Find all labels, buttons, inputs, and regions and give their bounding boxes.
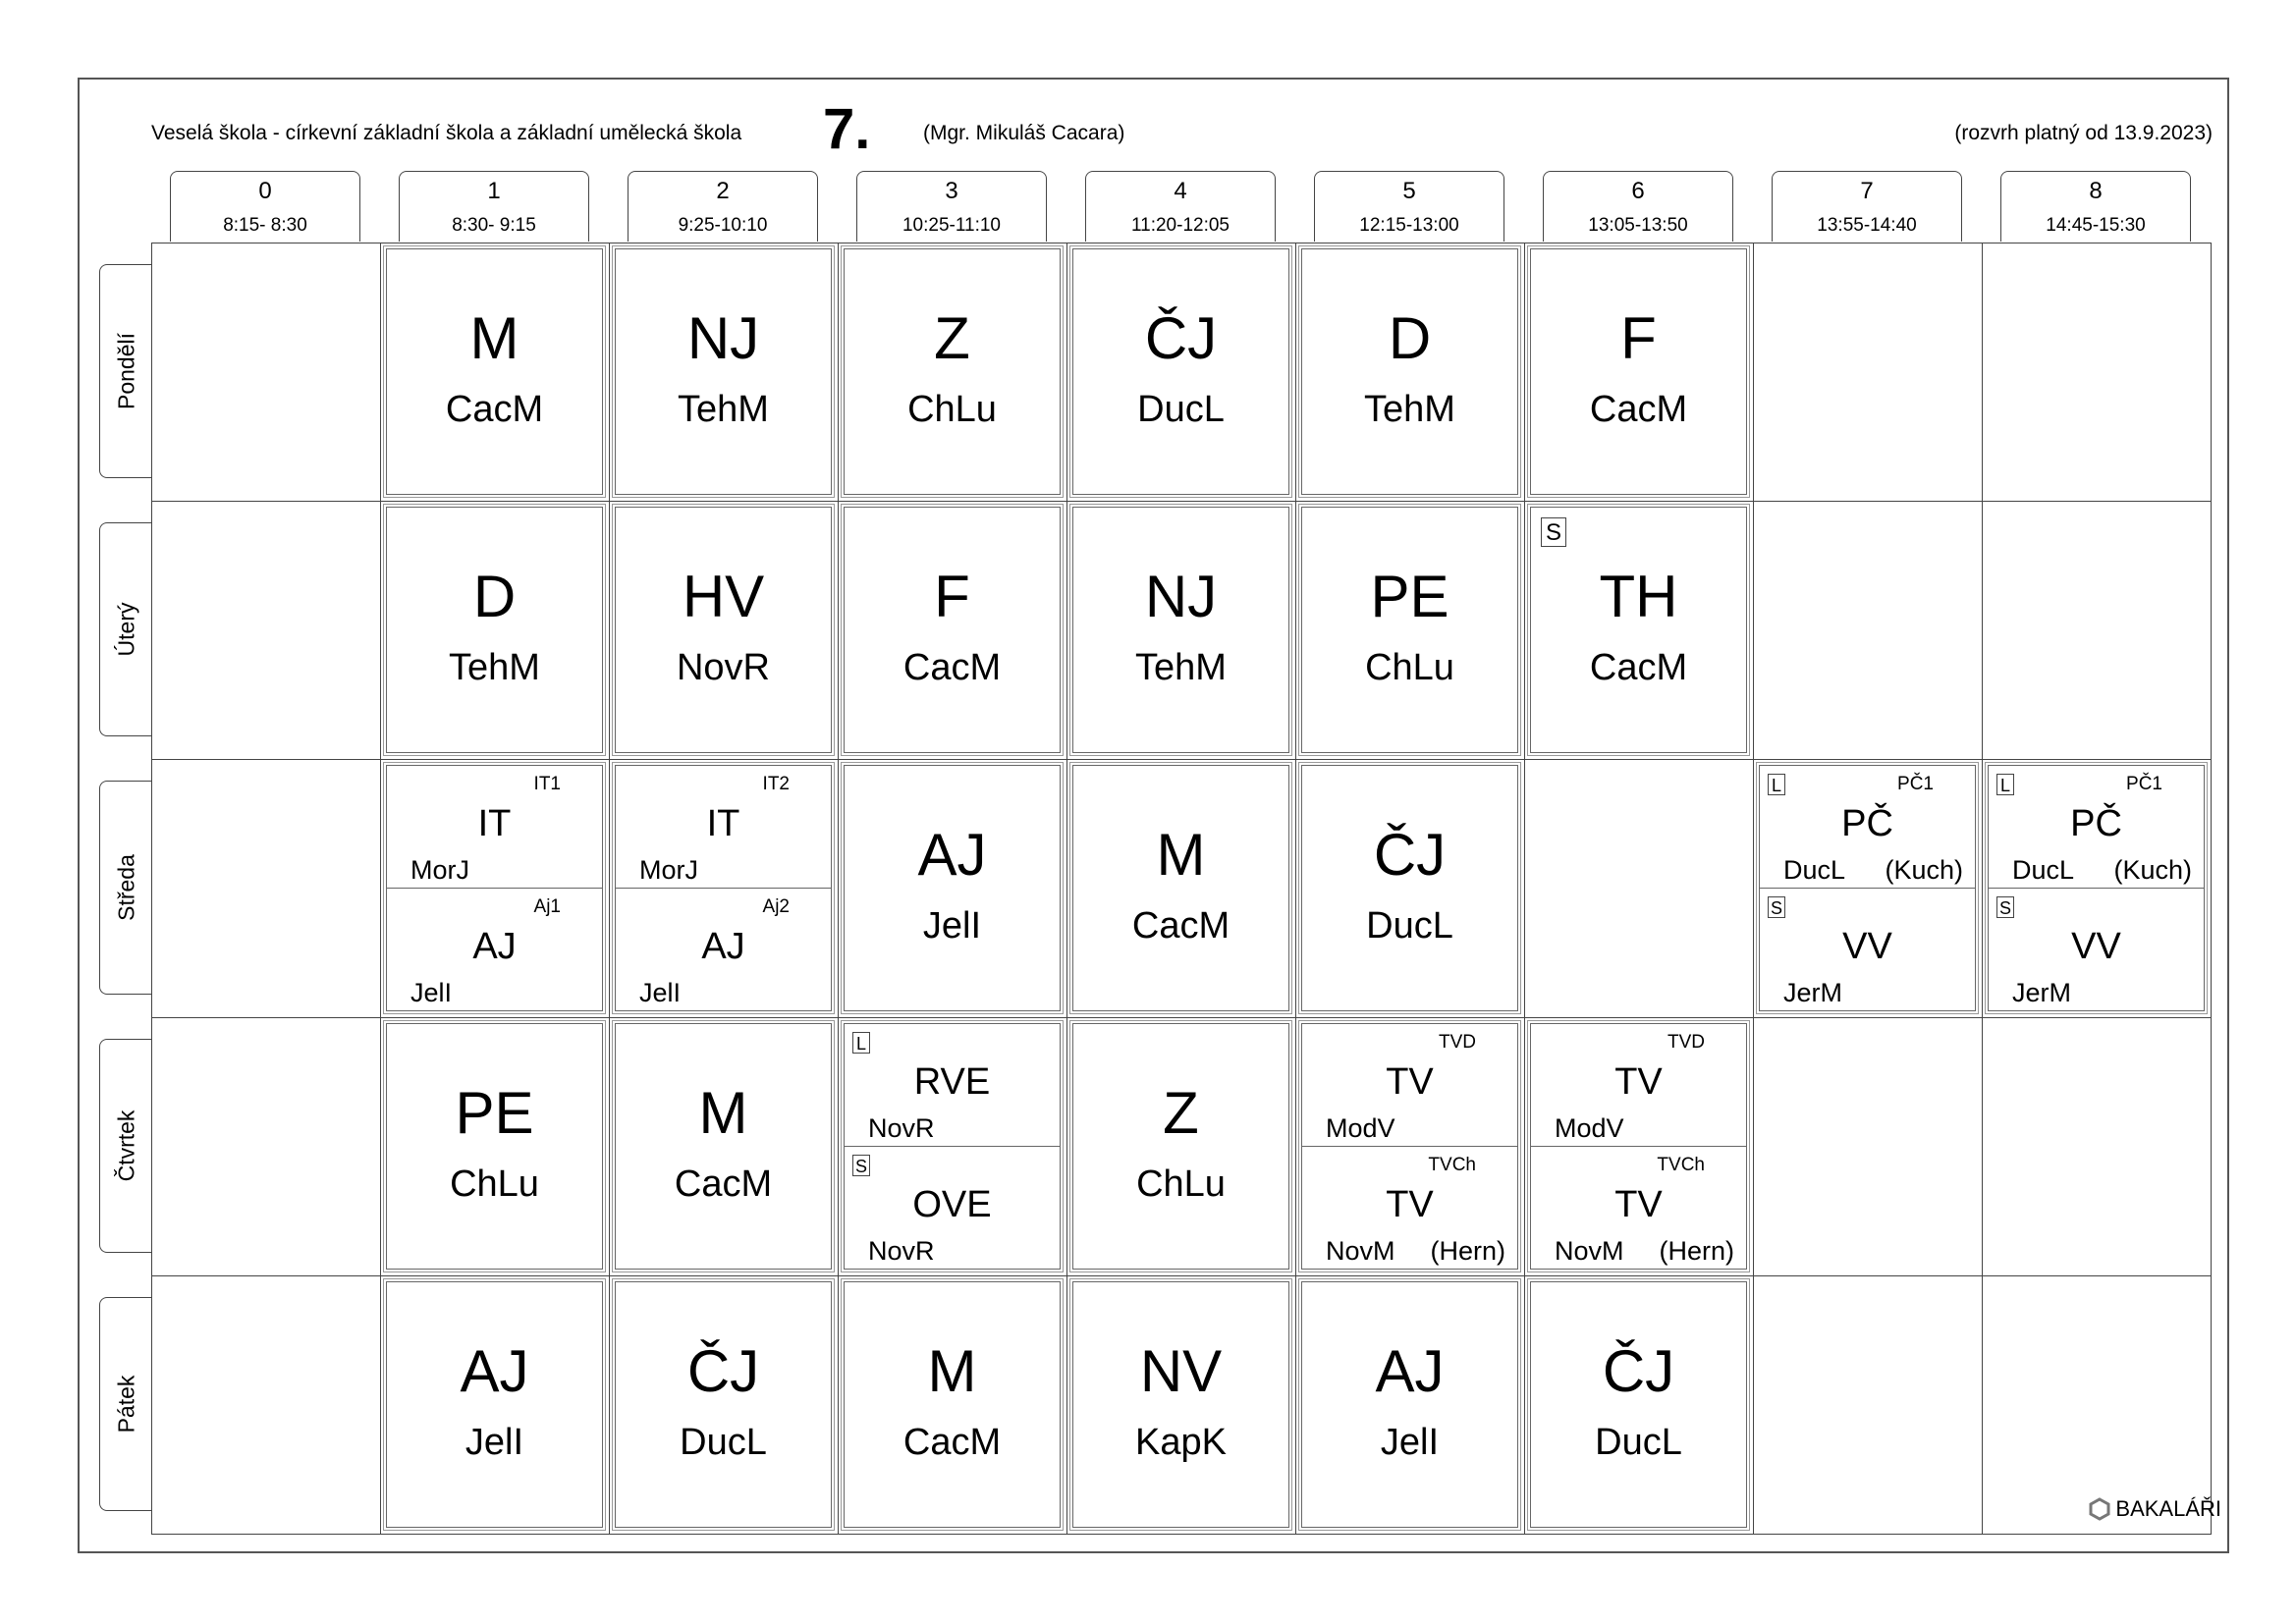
day-name: Pondělí <box>113 332 138 410</box>
period-header-0 <box>170 171 360 242</box>
period-time: 8:15- 8:30 <box>223 215 307 236</box>
teacher: DucL <box>1137 389 1225 430</box>
subject: AJ <box>1375 1338 1445 1404</box>
period-time: 13:05-13:50 <box>1588 215 1688 236</box>
week-mark: S <box>1996 896 2014 918</box>
bakalari-hexagon-icon <box>2088 1497 2111 1521</box>
lesson-group <box>1760 766 1975 889</box>
subject: PČ <box>1841 803 1893 844</box>
subject: M <box>698 1080 748 1146</box>
teacher: JerM <box>1783 978 1842 1007</box>
room: (Hern) <box>1430 1236 1505 1266</box>
day-label-0 <box>99 264 152 478</box>
lesson-card <box>386 1023 603 1270</box>
lesson-card <box>1072 507 1289 753</box>
day-name: Pátek <box>113 1375 138 1434</box>
group-label: TVCh <box>1657 1154 1705 1175</box>
period-number: 5 <box>1402 178 1416 204</box>
lesson-group <box>1989 766 2204 889</box>
class-number: 7. <box>823 97 871 161</box>
lesson-card <box>1072 765 1289 1011</box>
period-header-1 <box>399 171 589 242</box>
teacher: ChLu <box>1136 1163 1226 1205</box>
subject: NJ <box>686 305 760 371</box>
teacher: CacM <box>1589 647 1688 688</box>
timetable-cell <box>151 501 381 760</box>
subject: AJ <box>917 822 987 888</box>
lesson-group <box>1302 1147 1517 1270</box>
lesson-card <box>615 507 832 753</box>
week-mark: S <box>852 1155 870 1176</box>
lesson-card <box>386 1281 603 1528</box>
lesson-card <box>1530 1281 1747 1528</box>
teacher: MorJ <box>410 854 469 885</box>
teacher: DucL <box>1366 905 1453 947</box>
subject: Z <box>934 305 970 371</box>
lesson-card <box>1301 765 1518 1011</box>
timetable-cell <box>1753 243 1983 502</box>
lesson-group <box>1531 1147 1746 1270</box>
subject: TV <box>1386 1061 1434 1103</box>
group-label: PČ1 <box>1897 774 1934 794</box>
period-number: 7 <box>1860 178 1874 204</box>
subject: ČJ <box>1373 822 1447 888</box>
subject: VV <box>1842 925 1892 967</box>
teacher: NovR <box>868 1112 935 1143</box>
lesson-group <box>387 766 602 889</box>
lesson-card <box>1301 507 1518 753</box>
timetable-cell <box>1982 501 2212 760</box>
room: (Kuch) <box>1885 854 1963 885</box>
lesson-card <box>615 1281 832 1528</box>
period-header-6 <box>1543 171 1733 242</box>
subject: HV <box>682 564 765 629</box>
lesson-card <box>1301 248 1518 495</box>
school-name: Veselá škola - církevní základní škola a základní umělecká škola <box>151 122 742 144</box>
timetable-cell <box>151 1017 381 1276</box>
teacher: CacM <box>1589 389 1688 430</box>
subject: M <box>927 1338 977 1404</box>
week-mark: S <box>1541 517 1566 547</box>
day-label-2 <box>99 781 152 995</box>
period-header-3 <box>856 171 1047 242</box>
lesson-card <box>386 507 603 753</box>
subject: TV <box>1386 1183 1434 1225</box>
period-number: 3 <box>945 178 958 204</box>
period-time: 13:55-14:40 <box>1817 215 1917 236</box>
subject: RVE <box>913 1061 991 1103</box>
lesson-group <box>845 1147 1060 1270</box>
subject: NJ <box>1144 564 1218 629</box>
lesson-card <box>844 507 1061 753</box>
lesson-card <box>1530 1023 1747 1270</box>
period-number: 6 <box>1631 178 1645 204</box>
teacher: TehM <box>1135 647 1227 688</box>
subject: IT <box>477 803 512 844</box>
group-label: Aj2 <box>762 895 790 917</box>
teacher: TehM <box>678 389 769 430</box>
lesson-card <box>1072 1023 1289 1270</box>
lesson-card <box>615 1023 832 1270</box>
period-number: 4 <box>1174 178 1187 204</box>
timetable-cell <box>151 1275 381 1535</box>
period-number: 0 <box>258 178 272 204</box>
lesson-card <box>1988 765 2205 1011</box>
lesson-card <box>1072 248 1289 495</box>
logo-text: BAKALÁŘI <box>2115 1496 2221 1521</box>
group-label: PČ1 <box>2126 774 2162 794</box>
lesson-group <box>1760 889 1975 1011</box>
lesson-card <box>1072 1281 1289 1528</box>
subject: PE <box>1370 564 1449 629</box>
subject: PČ <box>2070 803 2122 844</box>
week-mark: L <box>1996 774 2014 795</box>
lesson-card <box>1530 248 1747 495</box>
room: (Hern) <box>1659 1236 1734 1266</box>
teacher: NovR <box>868 1236 935 1266</box>
room: (Kuch) <box>2113 854 2192 885</box>
timetable-cell <box>1753 1017 1983 1276</box>
teacher: JelI <box>1380 1422 1440 1463</box>
timetable-cell <box>151 759 381 1018</box>
subject: TV <box>1614 1061 1663 1103</box>
teacher: NovM <box>1555 1236 1624 1266</box>
subject: TH <box>1599 564 1678 629</box>
period-header-8 <box>2000 171 2191 242</box>
teacher: JelI <box>465 1422 524 1463</box>
timetable-cell <box>1524 759 1754 1018</box>
lesson-card <box>844 1023 1061 1270</box>
subject: M <box>469 305 519 371</box>
period-time: 14:45-15:30 <box>2046 215 2146 236</box>
period-header-2 <box>628 171 818 242</box>
timetable-cell <box>1982 243 2212 502</box>
teacher: ChLu <box>907 389 997 430</box>
day-label-4 <box>99 1297 152 1511</box>
lesson-group <box>845 1024 1060 1147</box>
subject: ČJ <box>1144 305 1218 371</box>
teacher: CacM <box>1131 905 1230 947</box>
group-label: Aj1 <box>533 895 561 917</box>
period-header-5 <box>1314 171 1504 242</box>
teacher: NovR <box>676 647 771 688</box>
teacher: TehM <box>449 647 540 688</box>
subject: ČJ <box>1602 1338 1675 1404</box>
day-name: Středa <box>113 854 138 921</box>
teacher: NovM <box>1326 1236 1395 1266</box>
period-number: 1 <box>487 178 501 204</box>
validity-date: (rozvrh platný od 13.9.2023) <box>1954 122 2213 144</box>
lesson-group <box>616 889 831 1011</box>
period-time: 11:20-12:05 <box>1130 215 1230 236</box>
lesson-card <box>1301 1023 1518 1270</box>
subject: OVE <box>912 1183 992 1225</box>
subject: F <box>934 564 970 629</box>
lesson-card <box>386 248 603 495</box>
subject: AJ <box>460 1338 529 1404</box>
subject: F <box>1620 305 1657 371</box>
day-label-3 <box>99 1039 152 1253</box>
subject: TV <box>1614 1183 1663 1225</box>
period-number: 8 <box>2089 178 2103 204</box>
period-time: 8:30- 9:15 <box>452 215 536 236</box>
period-header-4 <box>1085 171 1276 242</box>
teacher: DucL <box>680 1422 767 1463</box>
lesson-card <box>386 765 603 1011</box>
subject: NV <box>1139 1338 1223 1404</box>
teacher: JerM <box>2012 978 2071 1007</box>
lesson-group <box>1989 889 2204 1011</box>
group-label: TVD <box>1667 1032 1705 1053</box>
teacher: CacM <box>674 1163 773 1205</box>
timetable-cell <box>1753 1275 1983 1535</box>
week-mark: L <box>852 1032 870 1054</box>
lesson-card <box>844 248 1061 495</box>
lesson-card <box>1759 765 1976 1011</box>
teacher: JelI <box>639 978 682 1007</box>
group-label: TVD <box>1439 1032 1476 1053</box>
subject: Z <box>1163 1080 1199 1146</box>
teacher: MorJ <box>639 854 698 885</box>
period-time: 10:25-11:10 <box>902 215 1001 236</box>
lesson-card <box>1530 507 1747 753</box>
lesson-card <box>844 1281 1061 1528</box>
day-name: Čtvrtek <box>113 1109 138 1182</box>
group-label: IT2 <box>762 774 790 794</box>
teacher: JelI <box>410 978 453 1007</box>
subject: ČJ <box>686 1338 760 1404</box>
lesson-group <box>1302 1024 1517 1147</box>
subject: AJ <box>472 925 517 967</box>
week-mark: L <box>1768 774 1785 795</box>
week-mark: S <box>1768 896 1785 918</box>
period-time: 9:25-10:10 <box>678 215 768 236</box>
teacher: CacM <box>902 1422 1002 1463</box>
subject: PE <box>455 1080 534 1146</box>
bakalari-logo <box>2088 1496 2221 1522</box>
subject: M <box>1156 822 1206 888</box>
teacher: ModV <box>1555 1112 1624 1143</box>
lesson-group <box>616 766 831 889</box>
subject: AJ <box>701 925 745 967</box>
subject: D <box>1388 305 1432 371</box>
teacher: ModV <box>1326 1112 1395 1143</box>
period-number: 2 <box>716 178 730 204</box>
day-label-1 <box>99 522 152 736</box>
timetable-cell <box>151 243 381 502</box>
lesson-card <box>1301 1281 1518 1528</box>
timetable-cell <box>1982 1017 2212 1276</box>
period-header-7 <box>1772 171 1962 242</box>
subject: VV <box>2071 925 2121 967</box>
subject: D <box>472 564 517 629</box>
lesson-card <box>615 248 832 495</box>
teacher: DucL <box>2012 854 2075 885</box>
teacher: ChLu <box>450 1163 539 1205</box>
teacher: DucL <box>1783 854 1846 885</box>
teacher: CacM <box>445 389 544 430</box>
day-name: Úterý <box>113 602 138 657</box>
timetable-cell <box>1753 501 1983 760</box>
group-label: TVCh <box>1428 1154 1476 1175</box>
lesson-card <box>615 765 832 1011</box>
class-teacher: (Mgr. Mikuláš Cacara) <box>923 122 1125 144</box>
teacher: TehM <box>1364 389 1455 430</box>
teacher: DucL <box>1595 1422 1682 1463</box>
period-time: 12:15-13:00 <box>1359 215 1459 236</box>
lesson-group <box>387 889 602 1011</box>
teacher: KapK <box>1135 1422 1227 1463</box>
subject: IT <box>706 803 740 844</box>
group-label: IT1 <box>533 774 561 794</box>
lesson-card <box>844 765 1061 1011</box>
lesson-group <box>1531 1024 1746 1147</box>
teacher: CacM <box>902 647 1002 688</box>
teacher: JelI <box>922 905 982 947</box>
teacher: ChLu <box>1365 647 1454 688</box>
